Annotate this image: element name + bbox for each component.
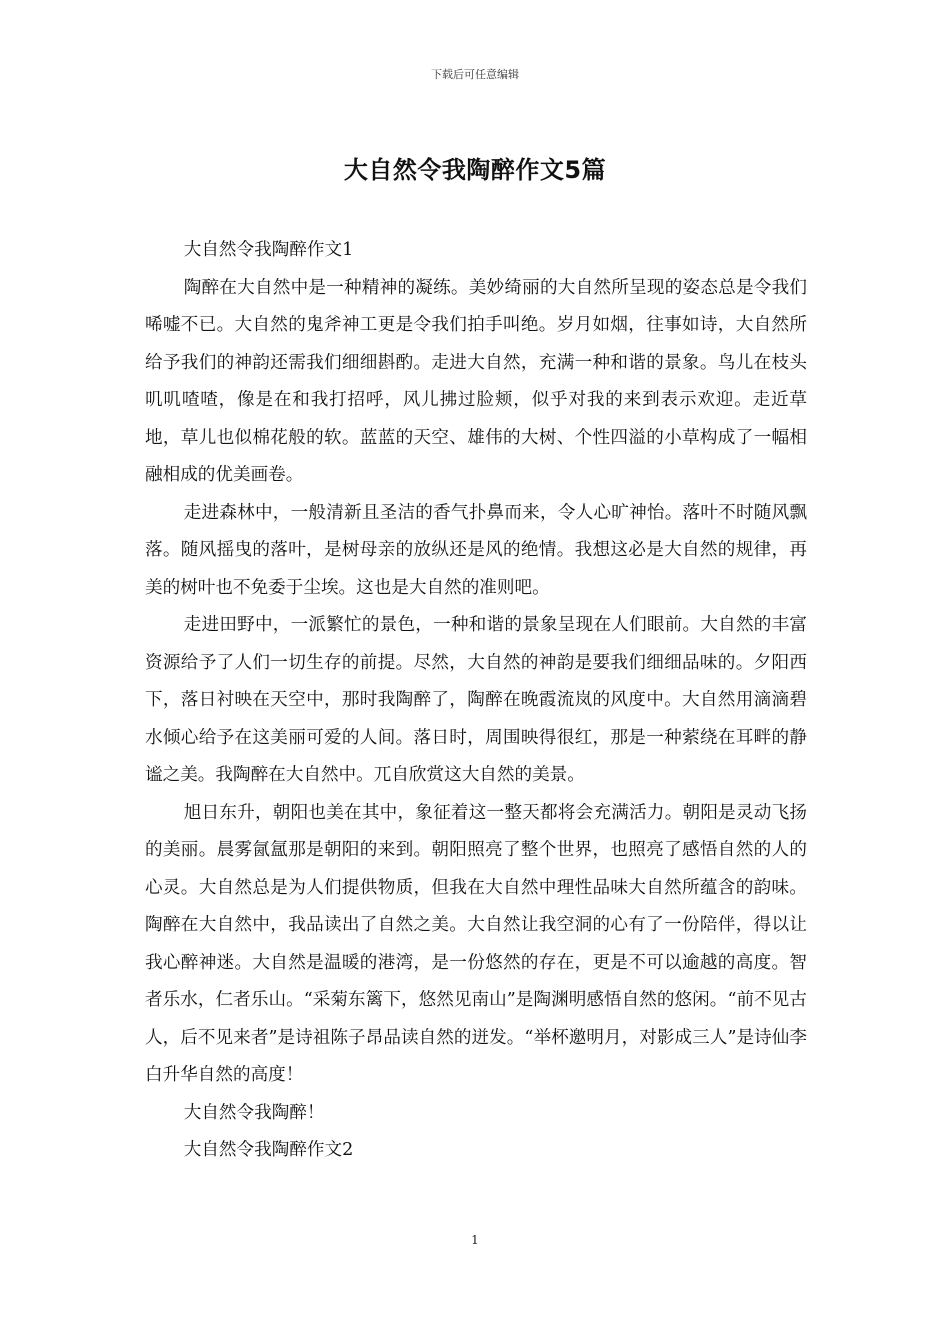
paragraph-1: 陶醉在大自然中是一种精神的凝练。美妙绮丽的大自然所呈现的姿态总是令我们唏嘘不已。大自然的鬼斧神工更是令我们拍手叫绝。岁月如烟，往事如诗，大自然所给予我们的神韵还需我们细细斟酌。走进大自然，充满一种和谐的景象。鸟儿在枝头叽叽喳喳，像是在和我打招呼，风儿拂过脸颊，似乎对我的来到表示欢迎。走近草地，草儿也似棉花般的软。蓝蓝的天空、雄伟的大树、个性四溢的小草构成了一幅相融相成的优美画卷。 <box>145 277 807 485</box>
paragraph-4: 旭日东升，朝阳也美在其中，象征着这一整天都将会充满活力。朝阳是灵动飞扬的美丽。晨雾氤氲那是朝阳的来到。朝阳照亮了整个世界，也照亮了感悟自然的人的心灵。大自然总是为人们提供物质，但我在大自然中理性品味大自然所蕴含的韵味。陶醉在大自然中，我品读出了自然之美。大自然让我空洞的心有了一份陪伴，得以让我心醉神迷。大自然是温暖的港湾，是一份悠然的存在，更是不可以逾越的高度。智者乐水，仁者乐山。“采菊东篱下，悠然见南山”是陶渊明感悟自然的悠闲。“前不见古人，后不见来者”是诗祖陈子昂品读自然的迸发。“举杯邀明月，对影成三人”是诗仙李白升华自然的高度！ <box>145 802 807 1085</box>
subtitle-essay-1: 大自然令我陶醉作文1 <box>183 240 354 260</box>
paragraph-2: 走进森林中，一般清新且圣洁的香气扑鼻而来，令人心旷神怡。落叶不时随风飘落。随风摇曳的落叶，是树母亲的放纵还是风的绝情。我想这必是大自然的规律，再美的树叶也不免委于尘埃。这也是大自然的准则吧。 <box>145 502 807 598</box>
page-number: 1 <box>471 1233 479 1247</box>
subtitle-essay-2: 大自然令我陶醉作文2 <box>183 1140 354 1160</box>
paragraph-5: 大自然令我陶醉！ <box>183 1102 325 1123</box>
document-title: 大自然令我陶醉作文5篇 <box>343 156 607 184</box>
document-body <box>145 232 807 1170</box>
header-note: 下载后可任意编辑 <box>431 68 519 81</box>
paragraph-3: 走进田野中，一派繁忙的景色，一种和谐的景象呈现在人们眼前。大自然的丰富资源给予了人们一切生存的前提。尽然，大自然的神韵是要我们细细品味的。夕阳西下，落日衬映在天空中，那时我陶醉了，陶醉在晚霞流岚的风度中。大自然用滴滴碧水倾心给予在这美丽可爱的人间。落日时，周围映得很红，那是一种萦绕在耳畔的静谧之美。我陶醉在大自然中。兀自欣赏这大自然的美景。 <box>145 615 807 785</box>
